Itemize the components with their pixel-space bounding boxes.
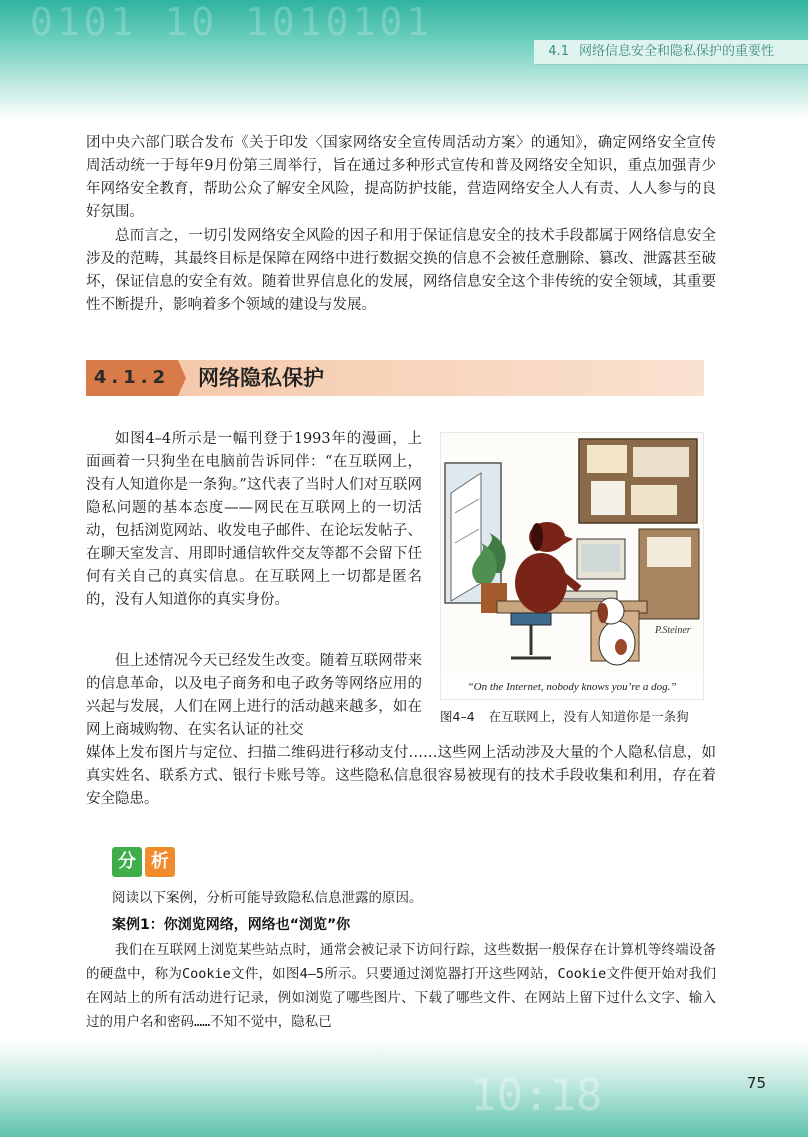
artist-signature: P.Steiner <box>655 625 691 636</box>
analysis-badge-char-2: 析 <box>145 847 175 877</box>
cartoon-caption: “On the Internet, nobody knows you’re a dog.” <box>467 681 677 693</box>
section-heading <box>86 360 704 396</box>
case-title: 案例1：你浏览网络，网络也“浏览”你 <box>112 917 351 933</box>
paragraph-4-start: 但上述情况今天已经发生改变。随着互联网带来的信息革命，以及电子商务和电子政务等网络应用的兴起与发展，人们在网上进行的活动越来越多，如在网上商城购物、在实名认证的社交 <box>86 653 422 738</box>
running-header-title: 网络信息安全和隐私保护的重要性 <box>578 44 774 59</box>
footer-decoration-digits: 10:18 <box>470 1070 603 1121</box>
header-decoration-digits: 0101 10 1010101 <box>30 0 434 44</box>
section-number: 4.1.2 <box>86 360 178 396</box>
section-title: 网络隐私保护 <box>198 366 324 390</box>
page-header-band <box>0 0 808 120</box>
figure-caption <box>440 707 689 725</box>
paragraph-3: 如图4–4所示是一幅刊登于1993年的漫画，上面画着一只狗坐在电脑前告诉同伴：“在互联网上，没有人知道你是一条狗。”这代表了当时人们对互联网隐私问题的基本态度——网民在互联网上的一切活动，包括浏览网站、收发电子邮件、在论坛发帖子、在聊天室发言、用即时通信软件交友等都不会留下任何有关自己的真实信息。在互联网上一切都是匿名的，没有人知道你的真实身份。 <box>86 431 422 608</box>
paragraph-2: 总而言之，一切引发网络安全风险的因子和用于保证信息安全的技术手段都属于网络信息安全涉及的范畴，其最终目标是保障在网络中进行数据交换的信息不会被任意删除、篡改、泄露甚至破坏，保证信息的安全有效。随着世界信息化的发展，网络信息安全这个非传统的安全领域，其重要性不断提升，影响着多个领域的建设与发展。 <box>86 228 716 313</box>
paragraph-1: 团中央六部门联合发布《关于印发〈国家网络安全宣传周活动方案〉的通知》，确定网络安全宣传周活动统一于每年9月份第三周举行，旨在通过多种形式宣传和普及网络安全知识，重点加强青少年网络安全教育，帮助公众了解安全风险，提高防护技能，营造网络安全人人有责、人人参与的良好氛围。 <box>86 135 716 220</box>
case-text: 我们在互联网上浏览某些站点时，通常会被记录下访问行踪，这些数据一般保存在计算机等终端设备的硬盘中，称为Cookie文件，如图4–5所示。只要通过浏览器打开这些网站，Cookie文件便开始对我们在网站上的所有活动进行记录，例如浏览了哪些图片、下载了哪些文件、在网站上留下过什么文字、输入过的用户名和密码……不知不觉中，隐私已 <box>86 942 716 1030</box>
cartoon-figure <box>440 432 704 700</box>
running-header-number: 4.1 <box>548 44 569 59</box>
figure-caption-text: 在互联网上，没有人知道你是一条狗 <box>488 709 689 724</box>
analysis-intro: 阅读以下案例，分析可能导致隐私信息泄露的原因。 <box>112 890 423 906</box>
figure-label: 图4–4 <box>440 709 475 724</box>
paragraph-4-continued: 媒体上发布图片与定位、扫描二维码进行移动支付……这些网上活动涉及大量的个人隐私信息，如真实姓名、联系方式、银行卡账号等。这些隐私信息很容易被现有的技术手段收集和利用，存在着安全隐患。 <box>86 745 716 807</box>
page-footer-band <box>0 1040 808 1137</box>
analysis-badge <box>112 847 182 877</box>
dog-cartoon-illustration <box>441 433 703 673</box>
analysis-badge-char-1: 分 <box>112 847 142 877</box>
page-number: 75 <box>746 1074 766 1092</box>
running-header <box>534 40 808 65</box>
